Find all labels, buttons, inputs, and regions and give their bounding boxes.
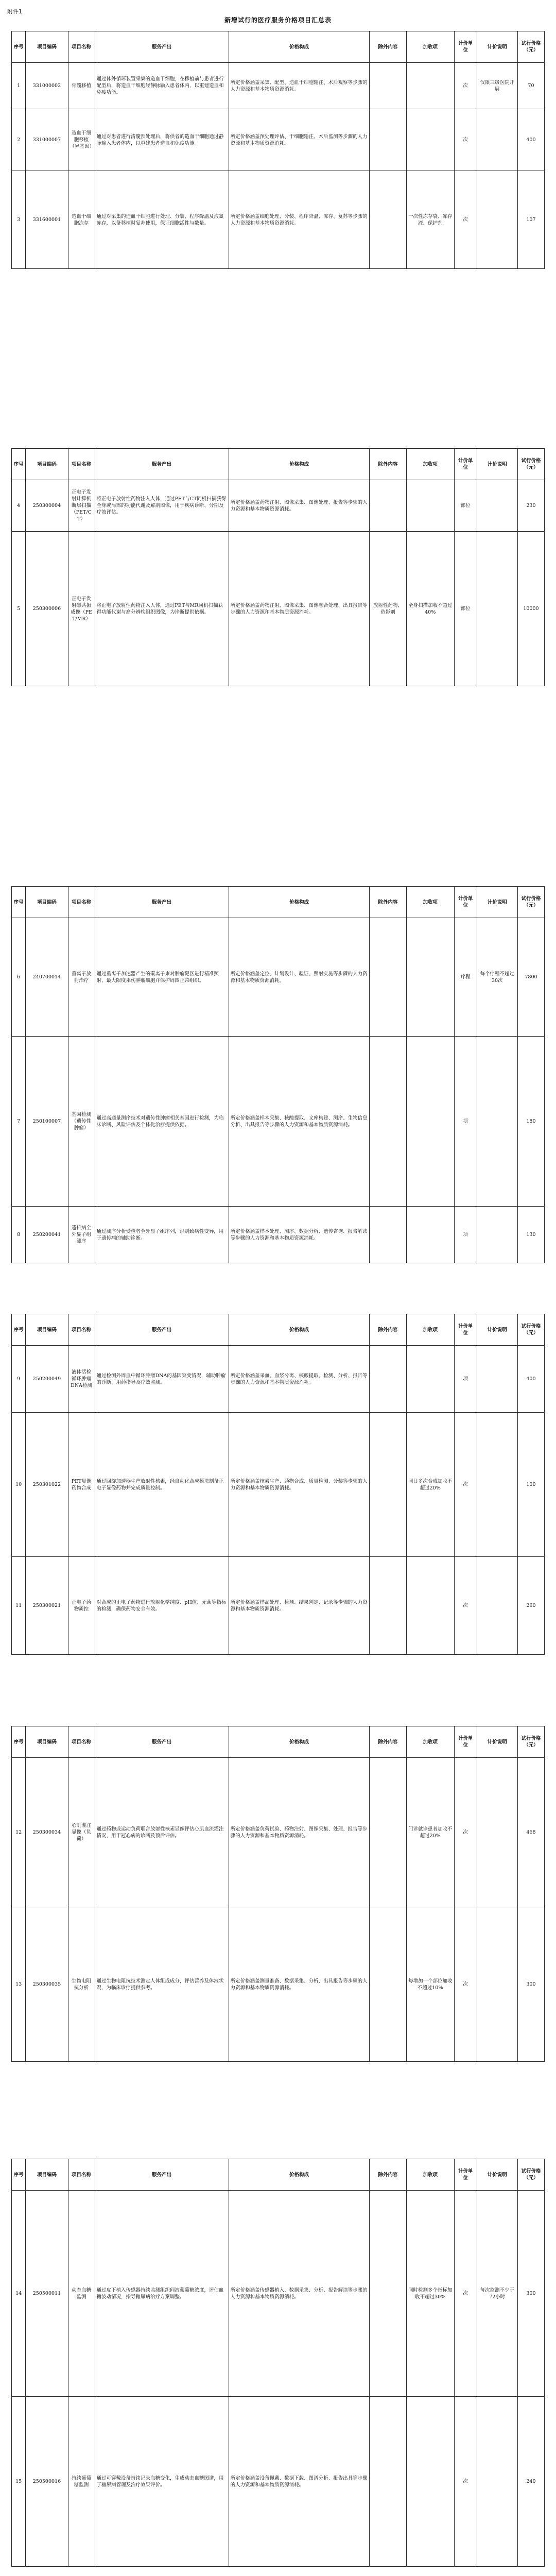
- cell-code: 250300004: [26, 480, 68, 532]
- cell-output: 将正电子放射性药物注入人体，通过PET与CT同机扫描获得全身或局部的功能代谢及解剖图像，用于疾病诊断、分期及疗效评估。: [95, 480, 229, 532]
- cell-code: 250300034: [26, 1758, 68, 1907]
- cell-composition: 所定价格涵盖预处理评估、干细胞输注、术后监测等步骤的人力资源和基本物质资源消耗。: [229, 109, 370, 171]
- cell-output: 通过检测外周血中循环肿瘤DNA的基因突变情况，辅助肿瘤的诊断、用药指导及疗效监测。: [95, 1346, 229, 1413]
- column-header: 除外内容: [370, 887, 406, 918]
- column-header: 序号: [12, 887, 26, 918]
- cell-addon: [406, 2397, 454, 2567]
- cell-output: 通过生物电阻抗技术测定人体组成成分，评估营养及体液状况，为临床诊疗提供参考。: [95, 1907, 229, 2062]
- cell-name: 正电子发射计算机断层扫描（PET/CT）: [68, 480, 95, 532]
- cell-code: 250200049: [26, 1346, 68, 1413]
- column-header: 除外内容: [370, 449, 406, 480]
- cell-composition: 所定价格涵盖样品处理、检测、结果判定、记录等步骤的人力资源和基本物质资源消耗。: [229, 1557, 370, 1655]
- cell-seq: 3: [12, 171, 26, 269]
- column-header: 项目名称: [68, 2159, 95, 2191]
- cell-code: 331000002: [26, 63, 68, 109]
- cell-note: [477, 1557, 517, 1655]
- cell-addon: [406, 109, 454, 171]
- cell-unit: 项: [454, 1207, 477, 1263]
- cell-exclusion: [370, 480, 406, 532]
- column-header: 序号: [12, 449, 26, 480]
- cell-composition: 所定价格涵盖药物注射、图像采集、图像融合处理、出具报告等步骤的人力资源和基本物质资源消耗。: [229, 532, 370, 686]
- cell-seq: 12: [12, 1758, 26, 1907]
- column-header: 计价单位: [454, 449, 477, 480]
- column-header: 加收项: [406, 887, 454, 918]
- column-header: 服务产出: [95, 2159, 229, 2191]
- cell-unit: 次: [454, 1557, 477, 1655]
- column-header: 项目编码: [26, 887, 68, 918]
- cell-price: 7800: [517, 918, 544, 1037]
- table-row: [12, 171, 545, 269]
- cell-price: 400: [517, 1346, 544, 1413]
- column-header: 序号: [12, 2159, 26, 2191]
- cell-seq: 15: [12, 2397, 26, 2567]
- cell-price: 300: [517, 2191, 544, 2397]
- cell-seq: 2: [12, 109, 26, 171]
- cell-unit: 次: [454, 1758, 477, 1907]
- cell-note: [477, 171, 517, 269]
- column-header: 计价单位: [454, 887, 477, 918]
- page-table-block: [11, 448, 545, 686]
- cell-seq: 6: [12, 918, 26, 1037]
- column-header: 计价说明: [477, 887, 517, 918]
- cell-output: 通过对患者进行清髓预处理后，将供者的造血干细胞通过静脉输入患者体内，以重建患者造血和免疫功能。: [95, 109, 229, 171]
- cell-price: 300: [517, 1907, 544, 2062]
- cell-output: 通过回旋加速器生产放射性核素，经自动化合成模块制备正电子显像药物并完成质量控制。: [95, 1413, 229, 1557]
- cell-note: [477, 1346, 517, 1413]
- cell-addon: 门诊就诊患者加收不超过20%: [406, 1758, 454, 1907]
- column-header: 试行价格（元）: [517, 1314, 544, 1346]
- cell-note: [477, 2397, 517, 2567]
- cell-addon: 每增加一个部位加收不超过10%: [406, 1907, 454, 2062]
- column-header: 加收项: [406, 31, 454, 63]
- cell-addon: [406, 1346, 454, 1413]
- page-table-block: [11, 1314, 545, 1655]
- cell-code: 250500016: [26, 2397, 68, 2567]
- cell-unit: 次: [454, 109, 477, 171]
- column-header: 服务产出: [95, 1726, 229, 1758]
- cell-unit: 次: [454, 1907, 477, 2062]
- cell-name: 造血干细胞冻存: [68, 171, 95, 269]
- cell-addon: [406, 1207, 454, 1263]
- cell-composition: 所定价格涵盖样本采集、核酸提取、文库构建、测序、生物信息分析、出具报告等步骤的人力资源和基本物质资源消耗。: [229, 1037, 370, 1207]
- cell-output: 对合成的正电子药物进行放射化学纯度、pH值、无菌等指标的检测，确保药物安全有效。: [95, 1557, 229, 1655]
- cell-seq: 7: [12, 1037, 26, 1207]
- table-row: [12, 2191, 545, 2397]
- cell-code: 250300006: [26, 532, 68, 686]
- cell-exclusion: [370, 1037, 406, 1207]
- cell-note: [477, 1758, 517, 1907]
- cell-code: 250100007: [26, 1037, 68, 1207]
- table-row: [12, 1207, 545, 1263]
- cell-seq: 14: [12, 2191, 26, 2397]
- table-header-row: [12, 2159, 545, 2191]
- table-header-row: [12, 1726, 545, 1758]
- cell-price: 230: [517, 480, 544, 532]
- table-header-row: [12, 1314, 545, 1346]
- cell-seq: 9: [12, 1346, 26, 1413]
- price-table: [11, 31, 545, 269]
- table-row: [12, 1037, 545, 1207]
- cell-output: 通过测序分析受检者全外显子组序列，识别致病性变异，用于遗传病的辅助诊断。: [95, 1207, 229, 1263]
- cell-code: 250500011: [26, 2191, 68, 2397]
- cell-exclusion: 放射性药物、造影剂: [370, 532, 406, 686]
- cell-unit: 部位: [454, 532, 477, 686]
- cell-seq: 8: [12, 1207, 26, 1263]
- cell-code: 250300035: [26, 1907, 68, 2062]
- column-header: 试行价格（元）: [517, 887, 544, 918]
- cell-price: 70: [517, 63, 544, 109]
- column-header: 加收项: [406, 1314, 454, 1346]
- column-header: 除外内容: [370, 31, 406, 63]
- column-header: 价格构成: [229, 1314, 370, 1346]
- cell-composition: 所定价格涵盖采血、血浆分离、核酸提取、检测、分析、报告等步骤的人力资源和基本物质资源消耗。: [229, 1346, 370, 1413]
- cell-name: 动态血糖监测: [68, 2191, 95, 2397]
- cell-unit: 次: [454, 63, 477, 109]
- cell-exclusion: [370, 918, 406, 1037]
- cell-name: 心肌灌注显像（负荷）: [68, 1758, 95, 1907]
- table-row: [12, 532, 545, 686]
- cell-name: 正电子药物质控: [68, 1557, 95, 1655]
- column-header: 加收项: [406, 1726, 454, 1758]
- column-header: 价格构成: [229, 2159, 370, 2191]
- cell-output: 通过高通量测序技术对遗传性肿瘤相关基因进行检测，为临床诊断、风险评估及个体化治疗提供依据。: [95, 1037, 229, 1207]
- column-header: 计价单位: [454, 31, 477, 63]
- cell-unit: 次: [454, 2191, 477, 2397]
- cell-composition: 所定价格涵盖负荷试验、药物注射、图像采集、处理、报告等步骤的人力资源和基本物质资源消耗。: [229, 1758, 370, 1907]
- cell-name: 遗传病全外显子组测序: [68, 1207, 95, 1263]
- cell-output: 通过对采集的造血干细胞进行处理、分装、程序降温及液氮冻存，以备移植时复苏使用，保证细胞活性与数量。: [95, 171, 229, 269]
- table-row: [12, 1346, 545, 1413]
- page-table-block: [11, 1726, 545, 2062]
- cell-price: 260: [517, 1557, 544, 1655]
- cell-note: 仅限三级医院开展: [477, 63, 517, 109]
- cell-note: [477, 1207, 517, 1263]
- cell-price: 180: [517, 1037, 544, 1207]
- cell-price: 130: [517, 1207, 544, 1263]
- column-header: 服务产出: [95, 887, 229, 918]
- cell-price: 240: [517, 2397, 544, 2567]
- cell-addon: 同时检测多个指标加收不超过30%: [406, 2191, 454, 2397]
- cell-price: 400: [517, 109, 544, 171]
- cell-note: 每次监测不少于72小时: [477, 2191, 517, 2397]
- cell-name: PET显像药物合成: [68, 1413, 95, 1557]
- table-header-row: [12, 31, 545, 63]
- cell-unit: 次: [454, 1413, 477, 1557]
- cell-unit: 次: [454, 171, 477, 269]
- column-header: 项目名称: [68, 449, 95, 480]
- cell-name: 骨髓移植: [68, 63, 95, 109]
- column-header: 计价说明: [477, 449, 517, 480]
- cell-addon: 同日多次合成加收不超过20%: [406, 1413, 454, 1557]
- column-header: 试行价格（元）: [517, 449, 544, 480]
- cell-composition: 所定价格涵盖样本处理、测序、数据分析、遗传咨询、报告解读等步骤的人力资源和基本物质资源消耗。: [229, 1207, 370, 1263]
- cell-addon: [406, 63, 454, 109]
- cell-output: 将正电子放射性药物注入人体，通过PET与MR同机扫描获得功能代谢与高分辨软组织图像，为诊断提供依据。: [95, 532, 229, 686]
- column-header: 价格构成: [229, 31, 370, 63]
- cell-name: 生物电阻抗分析: [68, 1907, 95, 2062]
- cell-exclusion: [370, 63, 406, 109]
- cell-name: 重离子放射治疗: [68, 918, 95, 1037]
- document-title: 新增试行的医疗服务价格项目汇总表: [224, 16, 332, 24]
- cell-code: 331600001: [26, 171, 68, 269]
- cell-exclusion: [370, 2397, 406, 2567]
- table-header-row: [12, 887, 545, 918]
- price-table: [11, 1314, 545, 1655]
- cell-code: 250200041: [26, 1207, 68, 1263]
- cell-exclusion: [370, 109, 406, 171]
- column-header: 计价说明: [477, 2159, 517, 2191]
- cell-addon: [406, 918, 454, 1037]
- cell-unit: 部位: [454, 480, 477, 532]
- cell-composition: 所定价格涵盖核素生产、药物合成、质量检测、分装等步骤的人力资源和基本物质资源消耗。: [229, 1413, 370, 1557]
- price-table: [11, 886, 545, 1263]
- cell-note: 每个疗程不超过30次: [477, 918, 517, 1037]
- column-header: 加收项: [406, 449, 454, 480]
- cell-note: [477, 1037, 517, 1207]
- cell-price: 468: [517, 1758, 544, 1907]
- column-header: 项目名称: [68, 1314, 95, 1346]
- cell-addon: [406, 1557, 454, 1655]
- cell-exclusion: [370, 1557, 406, 1655]
- table-row: [12, 1758, 545, 1907]
- column-header: 服务产出: [95, 449, 229, 480]
- cell-seq: 1: [12, 63, 26, 109]
- cell-output: 通过药物或运动负荷联合放射性核素显像评估心肌血流灌注情况，用于冠心病的诊断及预后评估。: [95, 1758, 229, 1907]
- cell-output: 通过重离子加速器产生的碳离子束对肿瘤靶区进行精准照射，最大限度杀伤肿瘤细胞并保护周围正常组织。: [95, 918, 229, 1037]
- table-row: [12, 480, 545, 532]
- cell-addon: 一次性冻存袋、冻存液、保护剂: [406, 171, 454, 269]
- cell-seq: 11: [12, 1557, 26, 1655]
- column-header: 计价单位: [454, 1314, 477, 1346]
- column-header: 价格构成: [229, 887, 370, 918]
- cell-exclusion: [370, 1346, 406, 1413]
- cell-note: [477, 1413, 517, 1557]
- column-header: 价格构成: [229, 449, 370, 480]
- cell-note: [477, 109, 517, 171]
- cell-composition: 所定价格涵盖设备佩戴、数据下载、图谱分析、报告出具等步骤的人力资源和基本物质资源消耗。: [229, 2397, 370, 2567]
- cell-exclusion: [370, 171, 406, 269]
- column-header: 计价说明: [477, 31, 517, 63]
- cell-exclusion: [370, 1907, 406, 2062]
- cell-name: 持续葡萄糖监测: [68, 2397, 95, 2567]
- page-table-block: [11, 2159, 545, 2567]
- price-table: [11, 1726, 545, 2062]
- cell-code: 331000007: [26, 109, 68, 171]
- cell-unit: 次: [454, 2397, 477, 2567]
- column-header: 项目名称: [68, 1726, 95, 1758]
- cell-composition: 所定价格涵盖采集、配型、造血干细胞输注、术后观察等步骤的人力资源和基本物质资源消耗。: [229, 63, 370, 109]
- cell-seq: 5: [12, 532, 26, 686]
- column-header: 序号: [12, 31, 26, 63]
- cell-name: 液体活检循环肿瘤DNA检测: [68, 1346, 95, 1413]
- column-header: 项目编码: [26, 449, 68, 480]
- column-header: 服务产出: [95, 1314, 229, 1346]
- cell-output: 通过体外循环装置采集的造血干细胞，在移植前与患者进行配型后，将造血干细胞经静脉输入患者体内，以重建造血和免疫功能。: [95, 63, 229, 109]
- column-header: 序号: [12, 1726, 26, 1758]
- cell-code: 250301022: [26, 1413, 68, 1557]
- cell-output: 通过可穿戴设备持续记录血糖变化，生成动态血糖图谱，用于糖尿病管理及治疗效果评价。: [95, 2397, 229, 2567]
- cell-exclusion: [370, 1758, 406, 1907]
- cell-name: 造血干细胞移植（异基因）: [68, 109, 95, 171]
- column-header: 试行价格（元）: [517, 31, 544, 63]
- column-header: 项目名称: [68, 887, 95, 918]
- cell-seq: 13: [12, 1907, 26, 2062]
- page-table-block: [11, 886, 545, 1263]
- annex-label: 附件1: [7, 8, 22, 15]
- column-header: 价格构成: [229, 1726, 370, 1758]
- column-header: 计价单位: [454, 2159, 477, 2191]
- table-row: [12, 1907, 545, 2062]
- cell-code: 250300021: [26, 1557, 68, 1655]
- cell-composition: 所定价格涵盖药物注射、图像采集、图像处理、报告等步骤的人力资源和基本物质资源消耗。: [229, 480, 370, 532]
- column-header: 项目编码: [26, 1314, 68, 1346]
- cell-output: 通过皮下植入传感器持续监测组织间液葡萄糖浓度，评估血糖波动情况，指导糖尿病治疗方案调整。: [95, 2191, 229, 2397]
- cell-addon: [406, 480, 454, 532]
- column-header: 除外内容: [370, 2159, 406, 2191]
- column-header: 服务产出: [95, 31, 229, 63]
- cell-name: 基因检测（遗传性肿瘤）: [68, 1037, 95, 1207]
- table-row: [12, 918, 545, 1037]
- cell-name: 正电子发射磁共振成像（PET/MR）: [68, 532, 95, 686]
- price-table: [11, 2159, 545, 2567]
- cell-code: 240700014: [26, 918, 68, 1037]
- table-row: [12, 2397, 545, 2567]
- table-header-row: [12, 449, 545, 480]
- cell-addon: 全身扫描加收不超过40%: [406, 532, 454, 686]
- cell-composition: 所定价格涵盖测量准备、数据采集、分析、出具报告等步骤的人力资源和基本物质资源消耗。: [229, 1907, 370, 2062]
- cell-unit: 项: [454, 1037, 477, 1207]
- cell-note: [477, 1907, 517, 2062]
- column-header: 试行价格（元）: [517, 2159, 544, 2191]
- column-header: 计价单位: [454, 1726, 477, 1758]
- column-header: 加收项: [406, 2159, 454, 2191]
- table-row: [12, 63, 545, 109]
- cell-composition: 所定价格涵盖定位、计划设计、验证、照射实施等步骤的人力资源和基本物质资源消耗。: [229, 918, 370, 1037]
- column-header: 除外内容: [370, 1726, 406, 1758]
- table-row: [12, 109, 545, 171]
- cell-note: [477, 532, 517, 686]
- column-header: 项目编码: [26, 31, 68, 63]
- cell-unit: 疗程: [454, 918, 477, 1037]
- cell-exclusion: [370, 1413, 406, 1557]
- column-header: 计价说明: [477, 1726, 517, 1758]
- price-table: [11, 448, 545, 686]
- column-header: 项目编码: [26, 1726, 68, 1758]
- cell-unit: 项: [454, 1346, 477, 1413]
- table-row: [12, 1557, 545, 1655]
- cell-seq: 10: [12, 1413, 26, 1557]
- column-header: 项目编码: [26, 2159, 68, 2191]
- cell-note: [477, 480, 517, 532]
- cell-seq: 4: [12, 480, 26, 532]
- cell-addon: [406, 1037, 454, 1207]
- column-header: 计价说明: [477, 1314, 517, 1346]
- column-header: 序号: [12, 1314, 26, 1346]
- cell-exclusion: [370, 2191, 406, 2397]
- column-header: 除外内容: [370, 1314, 406, 1346]
- column-header: 试行价格（元）: [517, 1726, 544, 1758]
- cell-price: 10000: [517, 532, 544, 686]
- cell-composition: 所定价格涵盖细胞处理、分装、程序降温、冻存、复苏等步骤的人力资源和基本物质资源消耗。: [229, 171, 370, 269]
- cell-composition: 所定价格涵盖传感器植入、数据采集、分析、报告解读等步骤的人力资源和基本物质资源消耗。: [229, 2191, 370, 2397]
- cell-price: 107: [517, 171, 544, 269]
- cell-price: 100: [517, 1413, 544, 1557]
- table-row: [12, 1413, 545, 1557]
- cell-exclusion: [370, 1207, 406, 1263]
- page-table-block: [11, 31, 545, 269]
- column-header: 项目名称: [68, 31, 95, 63]
